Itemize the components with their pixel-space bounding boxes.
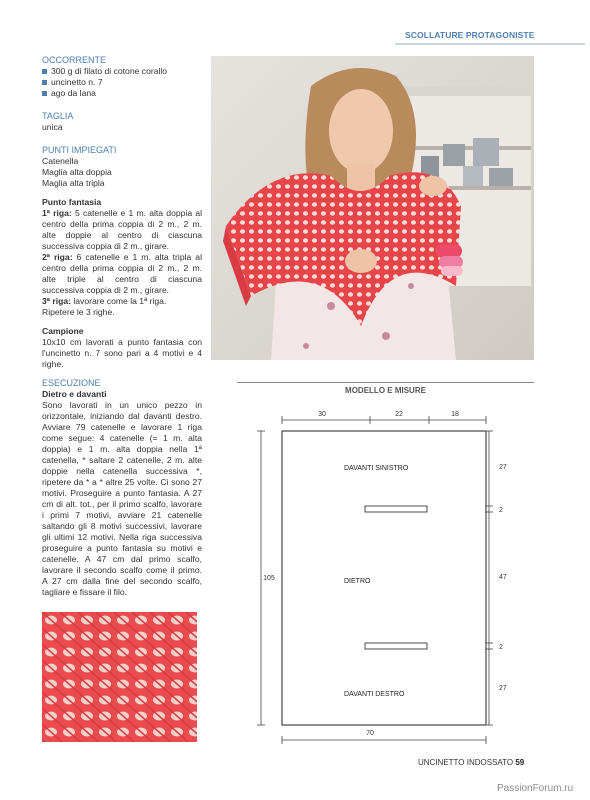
campione-title: Campione — [42, 326, 84, 336]
row-2-text — [42, 252, 202, 296]
repeat-text: Ripetere le 3 righe. — [42, 307, 115, 317]
row-1-body: 5 catenelle e 1 m. alta doppia al centro della prima coppia di 2 m., 2 m. alte doppie al centro di ciascuna successiva coppia di 2 m., girare. — [42, 208, 202, 251]
diagram-title: MODELLO E MISURE — [345, 386, 426, 395]
list-item: ago da lana — [42, 88, 202, 99]
punti-item: Catenella — [42, 156, 79, 166]
punti-title: PUNTI IMPIEGATI — [42, 145, 117, 155]
instructions-column — [42, 55, 202, 598]
row-2-label: 2ª riga: — [42, 252, 73, 262]
esecuzione-subtitle: Dietro e davanti — [42, 389, 107, 399]
esecuzione-text: Sono lavorati in un unico pezzo in orizzontale, iniziando dal davanti destro. Avviare 79 catenelle e lavorare 1 riga come segue: 4 catenelle (= 1 m. alta doppia) e 1 m. alta doppia nella 1ª catenella, * saltare 2 catenelle, 2 m. alte doppie nella catenella successiva *, ripetere da * a * altre 25 volte. Ci sono 27 motivi. Proseguire a punto fantasia. A 27 cm di alt. tot., per il primo scalfo, lavorare i primi 7 motivi, avviare 21 catenelle saltando gli 8 motivi successivi, lavorare gli ultimi 12 motivi. Nella riga successiva proseguire a punto fantasia su motivi e catenelle. A 47 cm dal primo scalfo, lavorare il secondo scalfo come il primo. A 27 cm dalla fine del secondo scalfo, tagliare e fissare il filo. — [42, 400, 202, 597]
row-2-body: 6 catenelle e 1 m. alta tripla al centro della prima coppia di 2 m., 2 m. alte triple al centro di ciascuna successiva coppia di 2 m., girare. — [42, 252, 202, 295]
occorrente-title: OCCORRENTE — [42, 55, 107, 65]
label-dietro: DIETRO — [344, 578, 371, 585]
dim-top-2: 22 — [395, 411, 403, 418]
punto-fantasia-title: Punto fantasia — [42, 197, 102, 207]
watermark: PassionForum.ru — [497, 783, 574, 794]
header-rule — [395, 43, 585, 45]
dim-right-3: 47 — [499, 574, 507, 581]
page-footer — [418, 758, 524, 767]
row-3-body: lavorare come la 1ª riga. — [70, 296, 167, 306]
occorrente-list — [42, 66, 202, 99]
row-3-text — [42, 296, 202, 307]
esecuzione-title: ESECUZIONE — [42, 378, 101, 388]
list-item: 300 g di filato di cotone corallo — [42, 66, 202, 77]
punti-item: Maglia alta tripla — [42, 178, 105, 188]
dim-right-2: 2 — [499, 507, 503, 514]
campione-text: 10x10 cm lavorati a punto fantasia con l'uncinetto n. 7 sono pari a 4 motivi e 4 righe. — [42, 337, 202, 369]
label-davanti-destro: DAVANTI DESTRO — [344, 691, 405, 698]
dim-right-4: 2 — [499, 644, 503, 651]
magazine-name: UNCINETTO INDOSSATO — [418, 758, 514, 767]
dim-top-3: 18 — [451, 411, 459, 418]
punti-item: Maglia alta doppia — [42, 167, 112, 177]
label-davanti-sinistro: DAVANTI SINISTRO — [344, 465, 409, 472]
taglia-value: unica — [42, 122, 63, 132]
armhole-2 — [365, 643, 427, 649]
dim-right-1: 27 — [499, 464, 507, 471]
swatch-photo — [42, 612, 197, 742]
dim-left: 105 — [263, 575, 275, 582]
row-1-label: 1ª riga: — [42, 208, 72, 218]
page-number: 59 — [515, 758, 525, 767]
pattern-diagram — [237, 380, 534, 750]
dim-right-5: 27 — [499, 685, 507, 692]
model-photo — [211, 56, 534, 360]
dim-top-1: 30 — [318, 411, 326, 418]
armhole-1 — [365, 506, 427, 512]
row-1-text — [42, 208, 202, 252]
section-title: SCOLLATURE PROTAGONISTE — [405, 30, 535, 40]
row-3-label: 3ª riga: — [42, 296, 71, 306]
list-item: uncinetto n. 7 — [42, 77, 202, 88]
taglia-title: TAGLIA — [42, 111, 74, 121]
dim-bottom: 70 — [366, 730, 374, 737]
